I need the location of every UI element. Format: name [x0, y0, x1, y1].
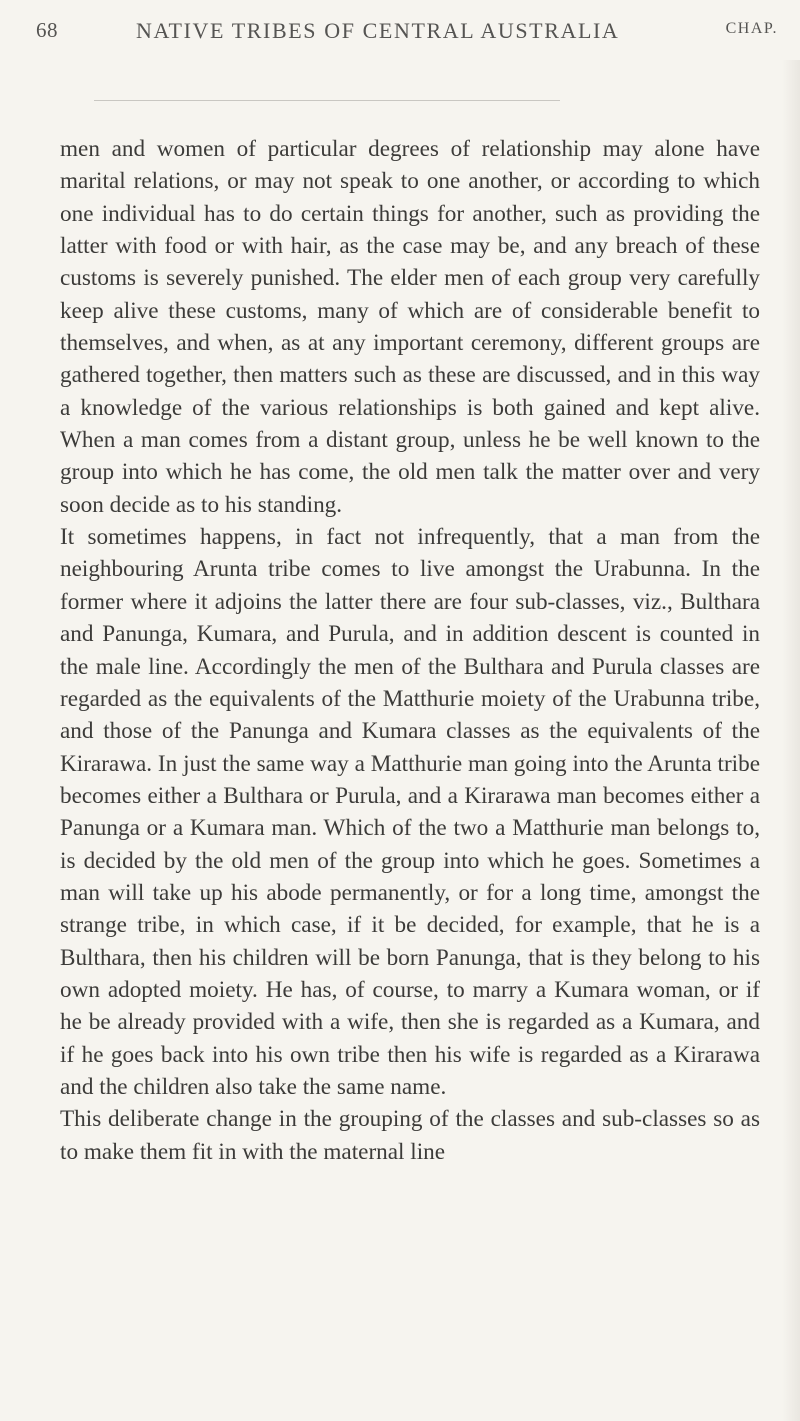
page-header — [36, 12, 778, 48]
body-text — [60, 133, 760, 1168]
chapter-abbreviation: CHAP. — [725, 20, 778, 37]
page-edge-shadow — [782, 60, 800, 1421]
paragraph: It sometimes happens, in fact not infrequently, that a man from the neighbouring Arunta tribe comes to live amongst the Urabunna. In the former where it adjoins the latter there are four sub-classes, viz., Bulthara and Panunga, Kumara, and Purula, and in addition descent is counted in the male line. Accordingly the men of the Bulthara and Purula classes are regarded as the equivalents of the Matthurie moiety of the Urabunna tribe, and those of the Panunga and Kumara classes as the equivalents of the Kirarawa. In just the same way a Matthurie man going into the Arunta tribe becomes either a Bulthara or Purula, and a Kirarawa man becomes either a Panunga or a Kumara man. Which of the two a Matthurie man belongs to, is decided by the old men of the group into which he goes. Sometimes a man will take up his abode permanently, or for a long time, amongst the strange tribe, in which case, if it be decided, for example, that he is a Bulthara, then his children will be born Panunga, that is they belong to his own adopted moiety. He has, of course, to marry a Kumara woman, or if he be already provided with a wife, then she is regarded as a Kumara, and if he goes back into his own tribe then his wife is regarded as a Kirarawa and the children also take the same name. — [60, 524, 760, 1100]
running-title: NATIVE TRIBES OF CENTRAL AUSTRALIA — [136, 18, 620, 43]
header-rule — [94, 100, 560, 101]
page-number: 68 — [36, 18, 58, 42]
paragraph: This deliberate change in the grouping of the classes and sub-classes so as to make them fit in with the maternal line — [60, 1106, 760, 1165]
paragraph: men and women of particular degrees of relationship may alone have marital relations, or may not speak to one another, or according to which one individual has to do certain things for another, such as providing the latter with food or with hair, as the case may be, and any breach of these customs is severely punished. The elder men of each group very carefully keep alive these customs, many of which are of considerable benefit to themselves, and when, as at any important ceremony, different groups are gathered together, then matters such as these are discussed, and in this way a knowledge of the various relationships is both gained and kept alive. When a man comes from a distant group, unless he be well known to the group into which he has come, the old men talk the matter over and very soon decide as to his standing. — [60, 136, 760, 518]
